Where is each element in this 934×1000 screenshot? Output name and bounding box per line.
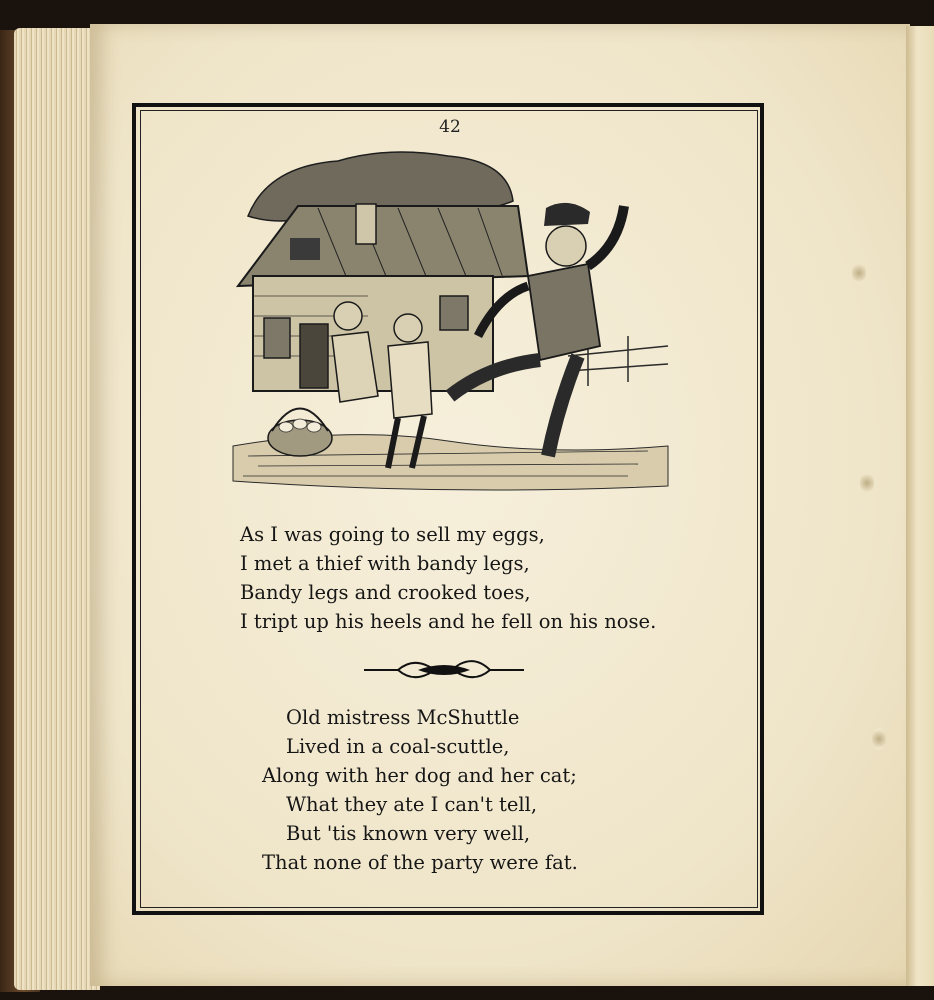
verse-line: What they ate I can't tell, [286, 793, 538, 816]
rhyme-mcshuttle [262, 703, 578, 877]
verse-line: Lived in a coal-scuttle, [286, 735, 510, 758]
ornamental-divider [362, 656, 526, 684]
verse-line: I tript up his heels and he fell on his nose. [240, 610, 657, 633]
verse-line: I met a thief with bandy legs, [240, 552, 530, 575]
page-hole [872, 728, 886, 750]
verse-line: But 'tis known very well, [286, 822, 531, 845]
page-stack-edges [14, 28, 100, 990]
rhyme-eggs [240, 520, 656, 636]
woodcut-illustration [228, 146, 672, 496]
facing-page-edge [906, 26, 934, 986]
verse-line: As I was going to sell my eggs, [240, 523, 545, 546]
page-number: 42 [439, 117, 461, 137]
verse-line: That none of the party were fat. [262, 851, 578, 874]
verse-line: Along with her dog and her cat; [262, 764, 577, 787]
verse-line: Bandy legs and crooked toes, [240, 581, 531, 604]
page-hole [852, 262, 866, 284]
verse-line: Old mistress McShuttle [286, 706, 520, 729]
page-hole [860, 472, 874, 494]
